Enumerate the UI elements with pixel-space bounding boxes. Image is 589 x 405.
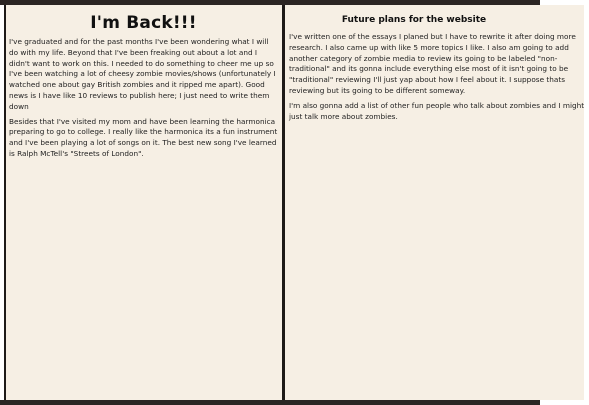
future-plans-panel [284,5,584,400]
post-paragraph-1: I've graduated and for the past months I've been wondering what I will do with my life. Beyond that I've been freaking out about a lot and I didn't want to work on this. I needed to do something to cheer me up so I've been watching a lot of cheesy zombie movies/shows (unfortunately I watched one about gay British zombies and it ripped me apart). Good news is I have like 10 reviews to publish here; I just need to write them down [9,37,276,111]
plans-paragraph-1: I've written one of the essays I planed but I have to rewrite it after doing more research. I also came up with like 5 more topics I like. I also am going to add another category of zombie media to review its going to be labeled "non-traditional" and its gonna include everything else most of it isn't going to be "traditional" reviewing I'll just yap about how I feel about it. I suppose thats reviewing but its going to be different someway. [289,32,576,95]
plans-paragraph-2: I'm also gonna add a list of other fun people who talk about zombies and I might just talk more about zombies. [289,100,585,121]
post-title: I'm Back!!! [90,13,197,33]
post-paragraph-2: Besides that I've visited my mom and have been learning the harmonica preparing to go to college. I really like the harmonica its a fun instrument and I've been playing a lot of songs on it. The best new song I've learned is Ralph McTell's "Streets of London". [9,116,278,158]
future-plans-title: Future plans for the website [341,15,487,25]
blog-post-panel [4,5,284,400]
